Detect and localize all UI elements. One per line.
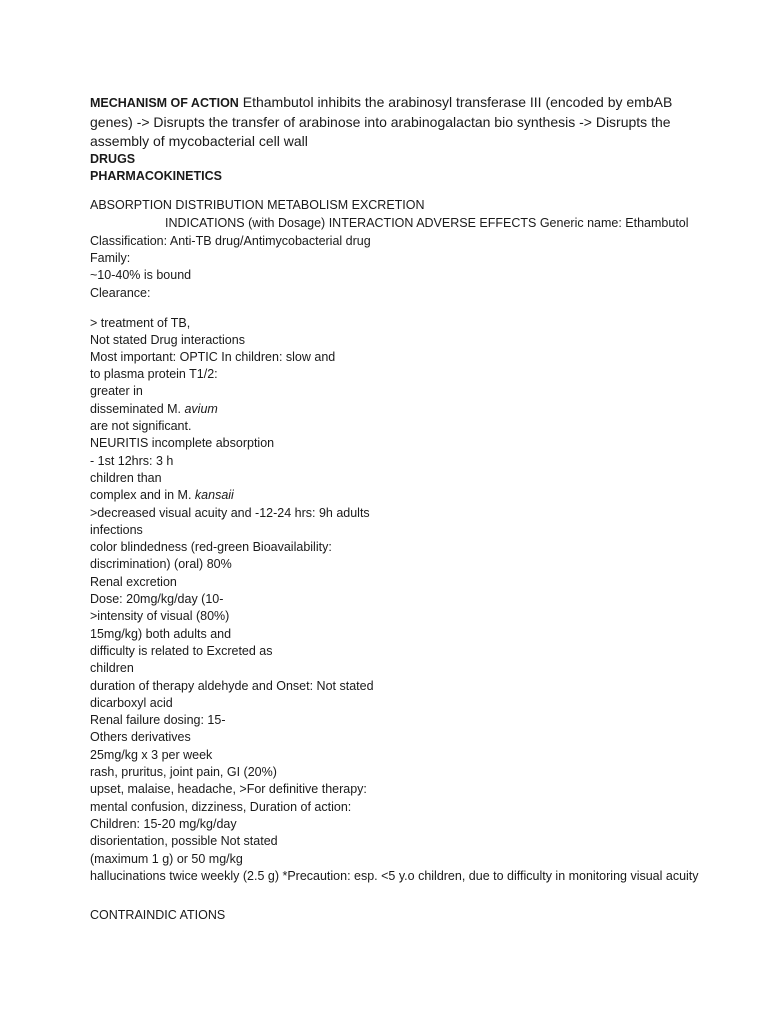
mechanism-of-action-text: Ethambutol inhibits the arabinosyl transferase III (encoded by embAB genes) -> Disrupts the transfer of arabinose into arabinogalactan bio synthesis -> Disrupts the assembly of mycobacterial cell wall	[90, 94, 673, 149]
text-line: > treatment of TB,	[90, 316, 191, 330]
drugs-heading: DRUGS	[90, 152, 136, 166]
text-line: dicarboxyl acid	[90, 696, 173, 710]
text-line: Others derivatives	[90, 730, 191, 744]
text-line: greater in	[90, 384, 143, 398]
text-line: rash, pruritus, joint pain, GI (20%)	[90, 765, 277, 779]
text-line: are not significant.	[90, 419, 192, 433]
text-line: Children: 15-20 mg/kg/day	[90, 817, 237, 831]
text-line: difficulty is related to Excreted as	[90, 644, 273, 658]
text-line: children than	[90, 471, 162, 485]
text-line: (maximum 1 g) or 50 mg/kg	[90, 852, 243, 866]
text-line: - 1st 12hrs: 3 h	[90, 454, 174, 468]
mechanism-of-action-paragraph	[90, 93, 700, 151]
text-line: >decreased visual acuity and -12-24 hrs: 9h adults	[90, 506, 370, 520]
text-line: disorientation, possible Not stated	[90, 834, 278, 848]
text-line: NEURITIS incomplete absorption	[90, 436, 275, 450]
text-line-part: disseminated M.	[90, 402, 185, 416]
text-line: 15mg/kg) both adults and	[90, 627, 232, 641]
species-name: kansaii	[194, 488, 234, 502]
text-line: 25mg/kg x 3 per week	[90, 748, 213, 762]
text-line: ~10-40% is bound	[90, 268, 192, 282]
text-line: Classification: Anti-TB drug/Antimycobacterial drug	[90, 234, 371, 248]
text-line: Clearance:	[90, 286, 151, 300]
text-line: Renal excretion	[90, 575, 177, 589]
text-line: hallucinations twice weekly (2.5 g) *Precaution: esp. <5 y.o children, due to difficulty in monitoring visual acuity	[90, 869, 699, 883]
text-line: Dose: 20mg/kg/day (10-	[90, 592, 224, 606]
text-line-part: complex and in M.	[90, 488, 195, 502]
pharmacokinetics-heading: PHARMACOKINETICS	[90, 169, 222, 183]
contraindications-heading: CONTRAINDIC ATIONS	[90, 908, 226, 922]
text-line: >intensity of visual (80%)	[90, 609, 230, 623]
species-name: avium	[184, 402, 218, 416]
text-line: INDICATIONS (with Dosage) INTERACTION ADVERSE EFFECTS Generic name: Ethambutol	[165, 216, 689, 230]
text-line: ABSORPTION DISTRIBUTION METABOLISM EXCRETION	[90, 198, 425, 212]
text-line: upset, malaise, headache, >For definitive therapy:	[90, 782, 367, 796]
mechanism-of-action-heading: MECHANISM OF ACTION	[90, 96, 239, 110]
text-line: Most important: OPTIC In children: slow and	[90, 350, 336, 364]
text-line: mental confusion, dizziness, Duration of action:	[90, 800, 352, 814]
text-line: duration of therapy aldehyde and Onset: Not stated	[90, 679, 374, 693]
text-line: Family:	[90, 251, 131, 265]
text-line: Renal failure dosing: 15-	[90, 713, 226, 727]
text-line: infections	[90, 523, 143, 537]
text-line: Not stated Drug interactions	[90, 333, 245, 347]
text-line: to plasma protein T1/2:	[90, 367, 218, 381]
text-line: discrimination) (oral) 80%	[90, 557, 232, 571]
text-line: children	[90, 661, 134, 675]
text-line: color blindedness (red-green Bioavailability:	[90, 540, 332, 554]
text-line	[90, 401, 218, 417]
text-line	[90, 487, 234, 503]
